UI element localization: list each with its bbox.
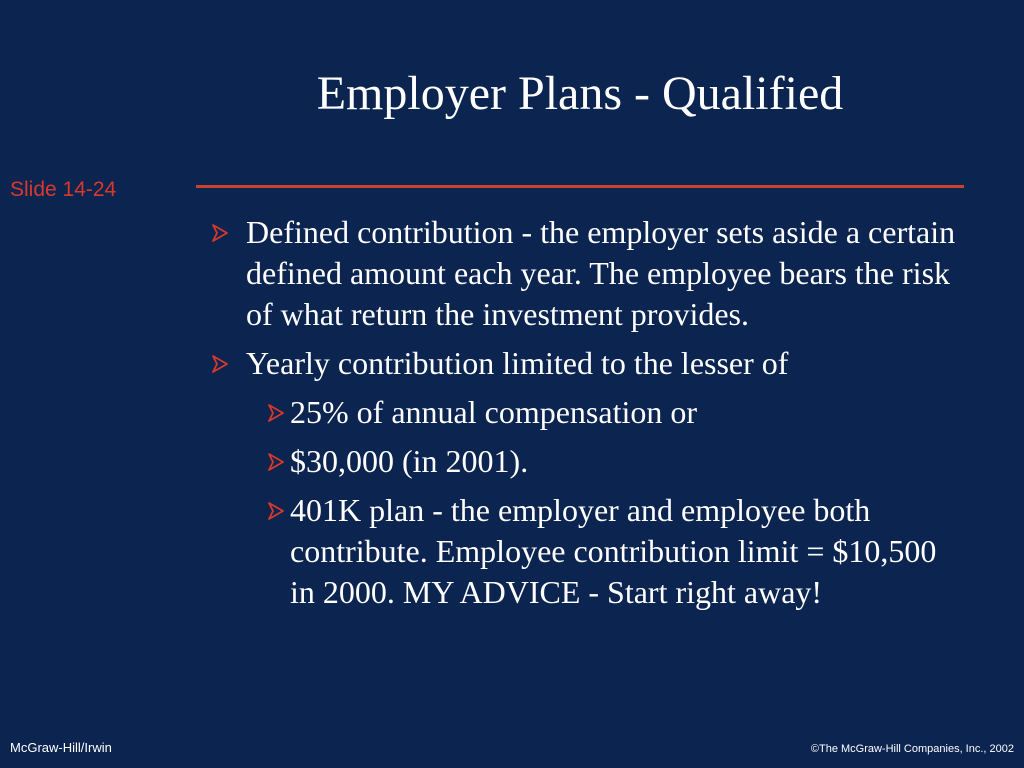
slide-title: Employer Plans - Qualified — [316, 67, 844, 120]
arrow-bullet-icon — [266, 452, 286, 472]
arrow-bullet-icon — [266, 403, 286, 423]
bullet-text: 25% of annual compensation or — [290, 394, 697, 430]
sub-bullet-item — [204, 392, 964, 433]
bullet-item — [204, 212, 964, 335]
bullet-text: Defined contribution - the employer sets aside a certain defined amount each year. The employee bears the risk of what return the investment provides. — [246, 214, 956, 332]
slide-number: Slide 14-24 — [10, 178, 117, 201]
bullet-item — [204, 343, 964, 384]
bullet-text: 401K plan - the employer and employee both contribute. Employee contribution limit = $10,500 in 2000. MY ADVICE - Start right away! — [290, 492, 937, 610]
arrow-bullet-icon — [210, 223, 230, 243]
footer-publisher: McGraw-Hill/Irwin — [10, 740, 112, 755]
sub-bullet-item — [204, 441, 964, 482]
bullet-list — [204, 212, 964, 621]
title-divider — [196, 185, 964, 188]
footer-copyright: ©The McGraw-Hill Companies, Inc., 2002 — [810, 743, 1014, 755]
arrow-bullet-icon — [210, 354, 230, 374]
bullet-text: Yearly contribution limited to the lesser of — [246, 345, 789, 381]
bullet-text: $30,000 (in 2001). — [290, 443, 529, 479]
arrow-bullet-icon — [266, 501, 286, 521]
sub-bullet-item — [204, 490, 964, 613]
